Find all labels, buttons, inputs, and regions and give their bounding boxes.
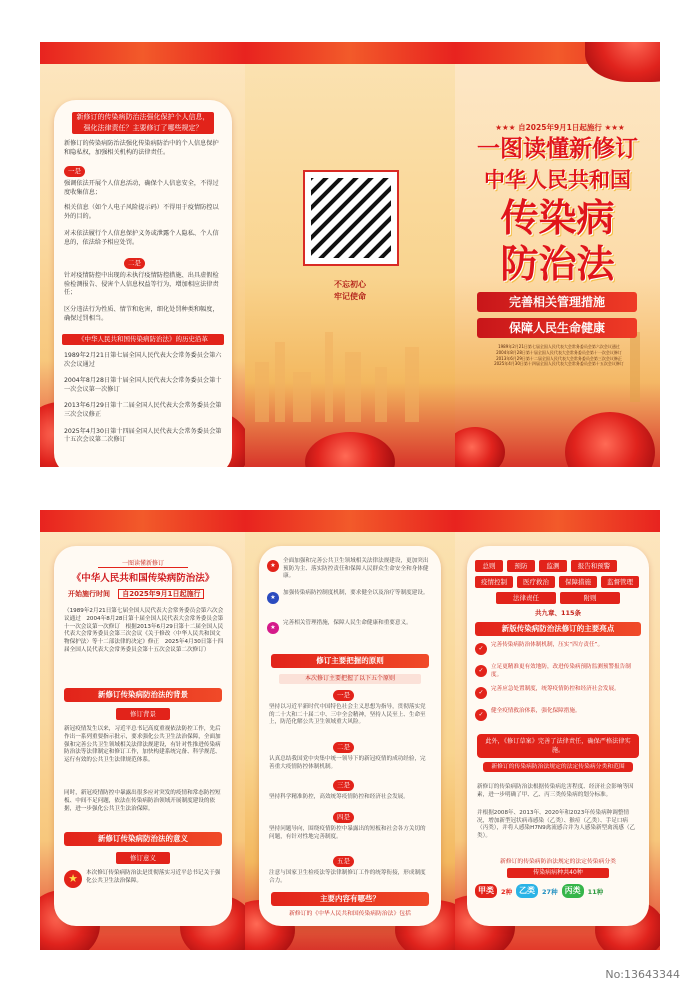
principle-label: 三是 [333,780,354,791]
classify-title: 新修订的传染病防治法规定的法定传染病分类 [500,859,616,865]
detail-para2: 并根据2008年、2013年、2020年和2023年传染病种调整情况，增加新型冠状病毒感染（乙类）、猴痘（乙类）、手足口病（丙类），并将人感染H7N9禽流感合并为人感染新型禽流感（乙类）。 [477,810,636,839]
highlight-title: 新版传染病防治法修订的主要亮点 [475,622,641,636]
bottom-left-fold [40,510,245,950]
middle-item [267,558,433,584]
left-header-line2: 强化法律责任？主要修订了哪些规定？ [83,124,203,132]
principle-text: 注意与国家卫生检疫法等法律制修订工作的统筹衔接，形成制度合力。 [269,870,426,884]
sec2-tag: 修订意义 [116,852,170,864]
principle-label: 一是 [333,690,354,701]
ribbon-2: 保障人民生命健康 [477,318,637,338]
left-sub1: 一是 [64,166,85,177]
detail-para1: 新修订的传染病防治法根据传染病危害程度、经济社会影响等因素，进一步明确了甲、乙、丙三类传染病的划分标准。 [477,784,634,798]
watermark-id: No:13643344 [605,968,680,981]
chapter-tag: 医疗救治 [517,576,555,588]
class-a-label: 甲类 [475,884,497,898]
principle-text: 认真总结我国党中央集中统一领导下的新冠疫情的成功经验，完善重大疫情防控体制机制。 [269,756,426,770]
left-para1: 强调依法开展个人信息活动，确保个人信息安全，不得过度收集信息； [64,180,219,196]
left-para2: 相关信息（如个人电子风险提示码）不得用于疫情防控以外的目的。 [64,204,219,220]
title-line3: 传染病 [500,195,615,240]
left-intro: 新修订的传染病防治法强化传染病防治中的个人信息保护和隐私权，加强相关机构的法律责任。 [64,140,219,156]
articles-count: 共九章、115条 [534,609,582,617]
content-title: 主要内容有哪些？ [271,892,429,906]
middle-item-text: 完善相关管理措施，保障人民生命健康和重要意义。 [283,620,412,626]
sec2-title: 新修订传染病防治法的意义 [64,832,222,846]
star-icon: ★★★ [495,123,519,132]
star-icon: ★ [267,622,279,634]
history-item: 1989年2月21日第七届全国人民代表大会常务委员会第六次会议通过 [64,352,222,368]
highlight-list [475,642,641,726]
title-line1: 一图读懂新修订 [477,135,638,162]
chapter-tag: 法律责任 [496,592,556,604]
top-sheet [0,0,700,490]
highlight-text: 完善传染病防治体制机制，压实“四方责任”。 [491,642,604,648]
middle-item [267,620,433,646]
bottom-right-fold [455,510,660,950]
highlight-text: 完善应急处置制度，统筹疫情防控和经济社会发展。 [491,686,620,692]
bottom-middle-fold [245,510,455,950]
highlight-text: 健全疫情救治体系，强化保障措施。 [491,708,581,714]
left-para3: 对未依法履行个人信息保护义务或泄露个人隐私、个人信息的，依法给予相应处罚。 [64,230,219,246]
star-icon: ★★★ [601,123,625,132]
detail-title: 新修订的传染病防治法规定的法定传染病分类和范围 [483,762,633,772]
sec1-tag: 修订背景 [116,708,170,720]
effective-label: 开始施行时间 [68,590,110,598]
highlight-item [475,642,641,664]
chapter-tag: 附则 [560,592,620,604]
check-icon: ✓ [475,687,487,699]
bottom-left-card [54,546,232,926]
principle-label: 五是 [333,856,354,867]
top-middle-fold [245,42,455,467]
top-date-banner: 自2025年9月1日起施行 [518,123,602,132]
principle-label: 四是 [333,812,354,823]
check-icon: ✓ [475,665,487,677]
middle-item [267,590,433,616]
chapter-tag: 保障措施 [559,576,597,588]
highlight-item [475,686,641,708]
sec1-para2: 同时，新冠疫情防控中暴露出很多应对突发的疫情和常态防控短板、中间不足问题，依法在传染病防治领域开展制度建设的依据，进一步强化公共卫生法治保障。 [64,790,221,812]
check-icon: ✓ [475,709,487,721]
history-paragraph: （1989年2月21日第七届全国人民代表大会常务委员会第六次会议通过 2004年8月28日第十届全国人民代表大会常务委员会第十一次会议第一次修订 根据2013年6月29日第十二届全国人民代表大会常务委员会第三次会议《关于修改〈中华人民共和国文物保护法〉等十二部法律的决定》修正 2025年4月30日第十四届全国人民代表大会常务委员会第十五次会议第二次修订） [64,608,224,653]
left-header-line1: 新修订的传染病防治法强化保护个人信息， [76,113,210,121]
effective-date: 自2025年9月1日起施行 [118,589,204,599]
highlight-item [475,664,641,686]
left-para5: 区分违法行为性质、情节和危害，细化处罚种类和幅度，确保过罚相当。 [64,306,219,322]
left-history-title: 《中华人民共和国传染病防治法》的历史沿革 [62,334,224,345]
highlight-text: 立足更精准更有效地防，改进传染病预防监测预警报告制度。 [491,664,631,678]
star-icon: ★ [267,592,279,604]
classify-total: 传染病病种共40种 [507,868,609,878]
chapter-tag: 报告和预警 [571,560,617,572]
left-kicker: 一图读懂新修订 [98,558,188,568]
bottom-right-card [467,546,649,926]
class-b-count: 27种 [542,887,558,896]
class-b-label: 乙类 [516,884,538,898]
chapter-row [475,576,641,588]
class-c-count: 11种 [587,887,604,896]
sec1-para1: 新冠疫情发生以来，习近平总书记高度重视依法防控工作，先后作出一系列重要指示批示，要求强化公共卫生法治保障，全面加强和完善公共卫生领域相关法律法规建设，有针对性推进传染病防治法等法律制定和修订工作，加快构建系统完备、科学规范、运行有效的公共卫生法律规范体系。 [64,726,221,764]
principle-sub: 本次修订主要把握了以下五个原则 [279,674,421,684]
bottom-middle-card [259,546,441,926]
chapter-tag: 总则 [475,560,503,572]
ribbon-1: 完善相关管理措施 [477,292,637,312]
left-sub2: 二是 [124,258,145,269]
fine-line: 2013年6月29日第十二届全国人民代表大会常务委员会第三次会议修正 [496,355,622,361]
check-icon: ✓ [475,643,487,655]
law-title: 《中华人民共和国传染病防治法》 [71,573,215,584]
fine-line: 2004年8月28日第十届全国人民代表大会常务委员会第十一次会议修订 [496,349,622,355]
sec1-title: 新修订传染病防治法的背景 [64,688,222,702]
title-line4: 防治法 [500,241,615,286]
middle-item-text: 加强传染病防控制度机制，要求健全以及治疗等制度建设。 [283,590,429,596]
fine-line: 1989年2月21日第七届全国人民代表大会常务委员会第六次会议通过 [498,344,620,349]
middle-item-text: 全面加强和完善公共卫生领域相关法律法规建设，更加突出预防为主、落实防控责任和保障人民群众生命安全和身体健康。 [283,558,429,580]
note-box: 此外，《修订草案》完善了法律责任，确保严格法律实施。 [477,734,639,758]
slogan-1: 不忘初心 [334,279,366,289]
principle-label: 二是 [333,742,354,753]
principle-title: 修订主要把握的原则 [271,654,429,668]
chapter-tag: 疫情控制 [475,576,513,588]
sec2-para: 本次修订传染病防治法是贯彻落实习近平总书记关于强化公共卫生法治保障。 [86,870,221,884]
history-item: 2013年6月29日第十二届全国人民代表大会常务委员会第三次会议修正 [64,402,222,418]
chapter-row [475,592,641,604]
star-badge-icon: ★ [64,870,82,888]
content-sub: 新修订的《中华人民共和国传染病防治法》包括 [289,911,411,917]
class-c-label: 丙类 [562,884,584,898]
chapter-tag: 预防 [507,560,535,572]
top-right-fold [455,42,660,467]
principle-text: 坚持科学精准防控，高效统筹疫情防控和经济社会发展。 [269,794,409,800]
chapter-tag: 监督管理 [601,576,639,588]
chapter-row [475,560,641,572]
principle-text: 坚持以习近平新时代中国特色社会主义思想为指导，贯彻落实党的二十大和二十届二中、三中全会精神，坚持人民至上、生命至上，防范化解公共卫生领域重大风险。 [269,704,426,726]
bottom-sheet [0,492,700,962]
chapter-tag: 监测 [539,560,567,572]
slogan-2: 牢记使命 [334,291,366,301]
top-left-fold [40,42,245,467]
fine-line: 2025年4月30日第十四届全国人民代表大会常务委员会第十五次会议修订 [494,361,624,367]
star-icon: ★ [267,560,279,572]
highlight-item [475,708,641,726]
top-left-card [54,100,232,467]
title-line2: 中华人民共和国 [484,167,631,192]
history-item: 2004年8月28日第十届全国人民代表大会常务委员会第十一次会议第一次修订 [64,377,222,393]
history-item: 2025年4月30日第十四届全国人民代表大会常务委员会第十五次会议第二次修订 [64,427,222,444]
principle-text: 坚持问题导向，围绕疫情防控中暴露出的短板和社会各方关切的问题，有针对性地完善制度。 [269,826,426,840]
class-a-count: 2种 [501,887,513,896]
classify-row [475,884,641,898]
qr-hatch-icon [311,178,391,258]
footer-strip [0,962,700,985]
left-para4: 针对疫情防控中出现的未执行疫情防控措施、出具虚假检验检测报告、侵害个人信息权益等行为，增加相应法律责任； [64,272,219,297]
qr-code-placeholder [303,170,399,266]
